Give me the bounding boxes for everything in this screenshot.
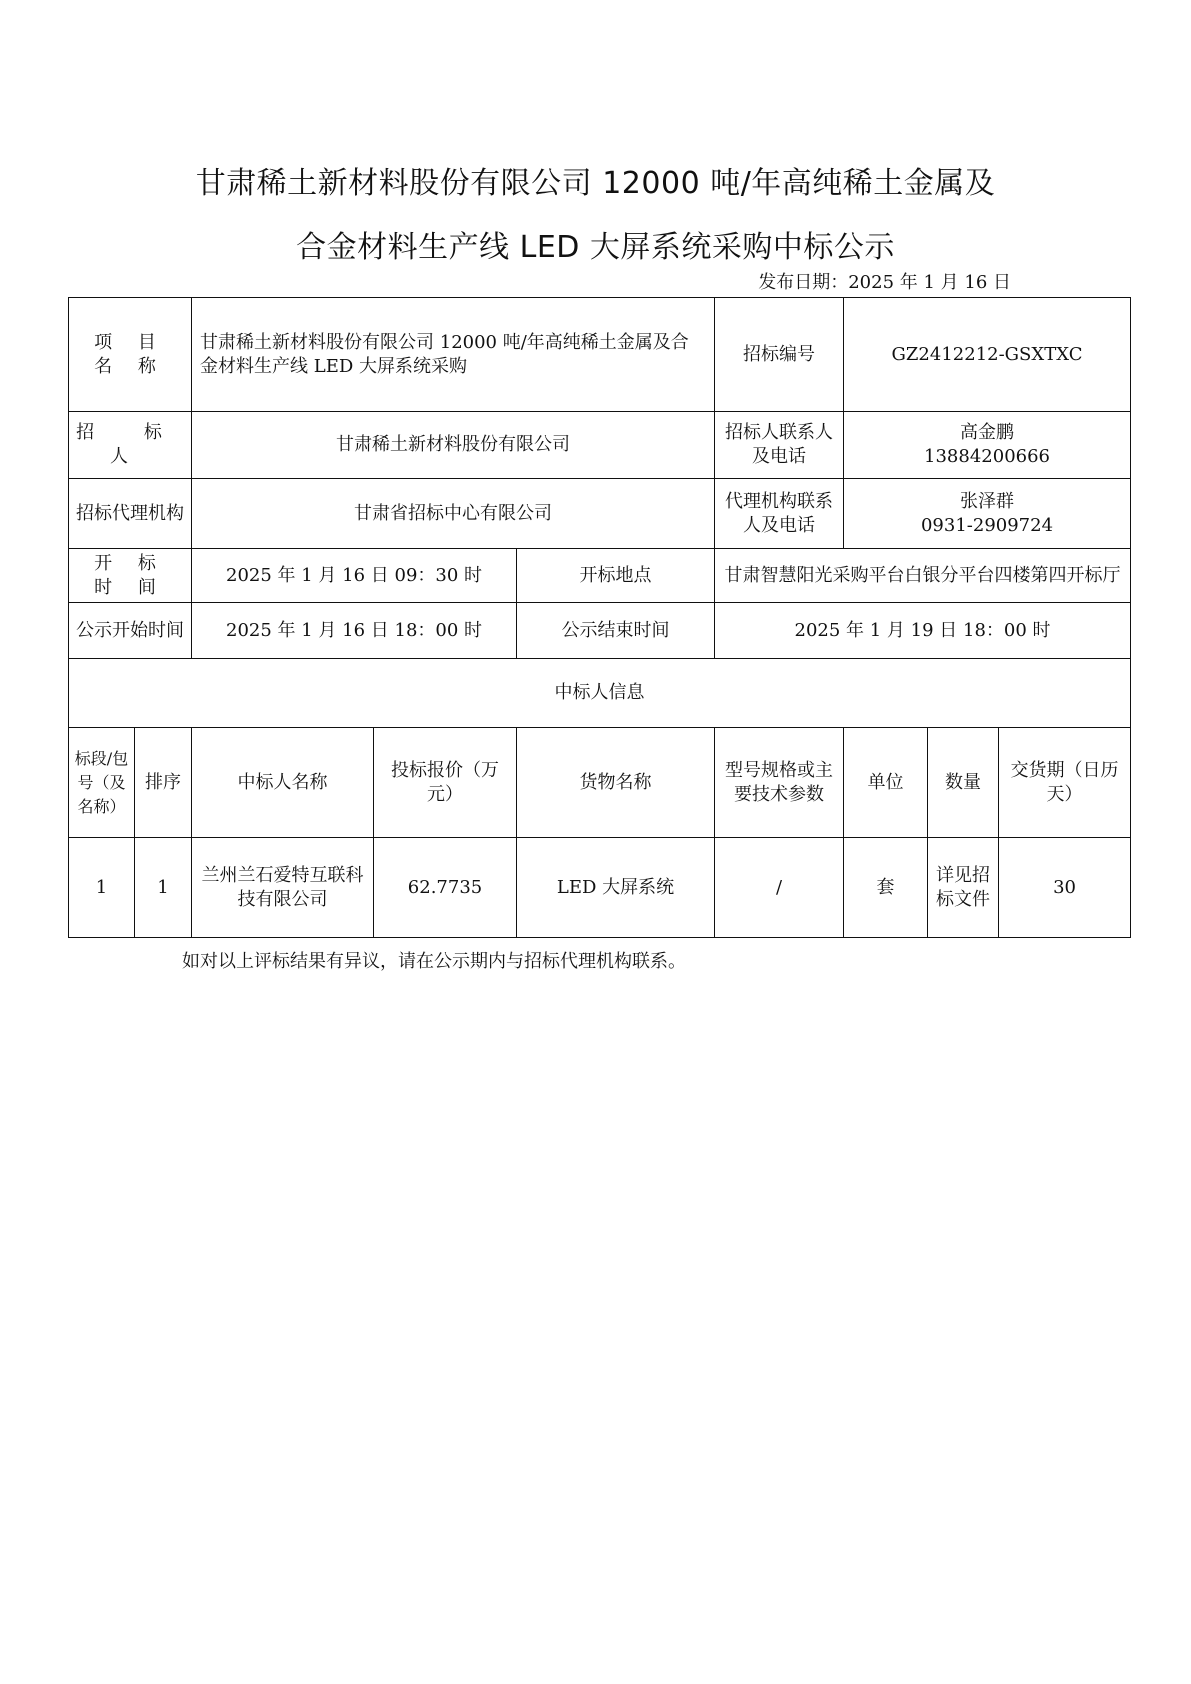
tender-code-label: 招标编号 [715,298,844,412]
header-delivery: 交货期（日历天） [999,728,1131,838]
project-name-label: 项 目 名 称 [69,298,192,412]
header-spec: 型号规格或主要技术参数 [715,728,844,838]
tender-code-value: GZ2412212-GSXTXC [844,298,1131,412]
cell-lot: 1 [69,838,135,938]
tenderer-label: 招 标 人 [69,412,192,479]
agency-contact-label: 代理机构联系人及电话 [715,479,844,549]
row-winner-section-title [69,659,1131,728]
agency-label: 招标代理机构 [69,479,192,549]
header-unit: 单位 [844,728,928,838]
opening-place-value: 甘肃智慧阳光采购平台白银分平台四楼第四开标厅 [715,549,1131,603]
header-lot: 标段/包号（及名称） [69,728,135,838]
opening-time-label: 开 标 时 间 [69,549,192,603]
winner-section-title: 中标人信息 [69,659,1131,728]
row-tenderer [69,412,1131,479]
tenderer-contact [844,412,1131,479]
publicity-end-label: 公示结束时间 [517,603,715,659]
cell-rank: 1 [135,838,192,938]
row-project [69,298,1131,412]
agency-contact [844,479,1131,549]
objection-footnote: 如对以上评标结果有异议，请在公示期内与招标代理机构联系。 [182,951,686,972]
tenderer-value: 甘肃稀土新材料股份有限公司 [192,412,715,479]
opening-time-value: 2025 年 1 月 16 日 09：30 时 [192,549,517,603]
agency-contact-phone: 0931-2909724 [920,514,1054,536]
publicity-start-value: 2025 年 1 月 16 日 18：00 时 [192,603,517,659]
cell-spec: / [715,838,844,938]
opening-place-label: 开标地点 [517,549,715,603]
header-bid-price: 投标报价（万元） [374,728,517,838]
agency-value: 甘肃省招标中心有限公司 [192,479,715,549]
cell-winner-name: 兰州兰石爱特互联科技有限公司 [192,838,374,938]
cell-bid-price: 62.7735 [374,838,517,938]
tenderer-contact-phone: 13884200666 [924,446,1051,467]
header-quantity: 数量 [928,728,999,838]
row-opening [69,549,1131,603]
document-title-line-1: 甘肃稀土新材料股份有限公司 12000 吨/年高纯稀土金属及 [195,166,996,201]
cell-quantity: 详见招标文件 [928,838,999,938]
tenderer-contact-label: 招标人联系人及电话 [715,412,844,479]
publish-date: 发布日期：2025 年 1 月 16 日 [758,272,1011,293]
table-row [69,838,1131,938]
project-name-value: 甘肃稀土新材料股份有限公司 12000 吨/年高纯稀土金属及合金材料生产线 LED 大屏系统采购 [192,298,715,412]
header-goods-name: 货物名称 [517,728,715,838]
cell-goods-name: LED 大屏系统 [517,838,715,938]
publicity-start-label: 公示开始时间 [69,603,192,659]
header-rank: 排序 [135,728,192,838]
winner-header-row [69,728,1131,838]
header-winner-name: 中标人名称 [192,728,374,838]
cell-delivery: 30 [999,838,1131,938]
agency-contact-name: 张泽群 [960,490,1015,512]
document-title-line-2: 合金材料生产线 LED 大屏系统采购中标公示 [296,230,895,265]
row-publicity [69,603,1131,659]
cell-unit: 套 [844,838,928,938]
row-agency [69,479,1131,549]
publicity-end-value: 2025 年 1 月 19 日 18：00 时 [715,603,1131,659]
award-notice-table [68,297,1131,938]
tenderer-contact-name: 高金鹏 [960,422,1015,443]
